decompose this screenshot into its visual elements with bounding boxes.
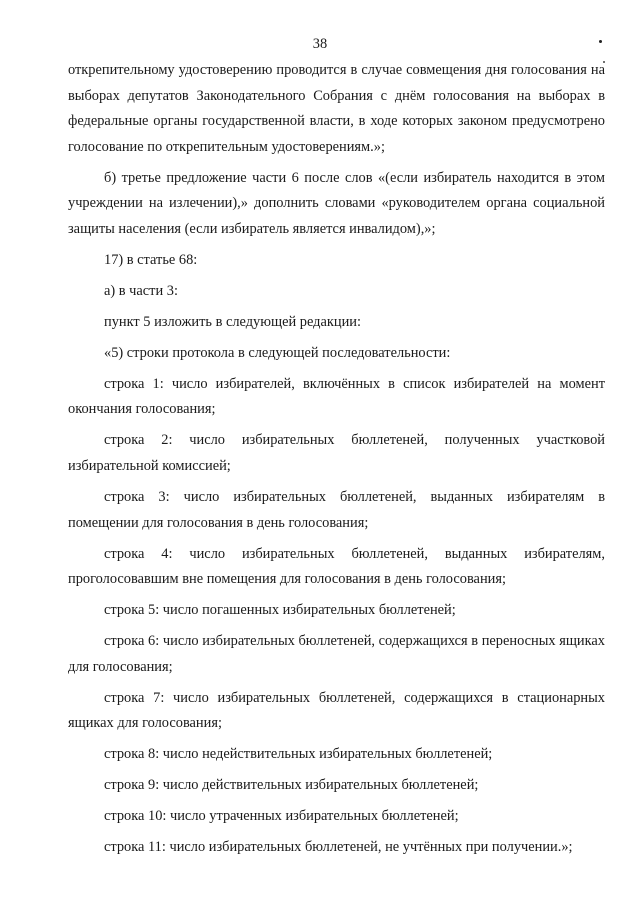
paragraph-item-a: а) в части 3: [104, 282, 178, 299]
protocol-line-11: строка 11: число избирательных бюллетеней, не учтённых при получении.»; [104, 839, 573, 856]
scan-mark [599, 40, 602, 43]
paragraph-amendment-b: б) третье предложение части 6 после слов «(если избиратель находится в этом учреждении на излечении),» дополнить словами «руководителем органа социальной защиты населения (если избиратель является инвалидом),»; [68, 169, 605, 237]
protocol-line-7: строка 7: число избирательных бюллетеней, содержащихся в стационарных ящиках для голосования; [68, 689, 605, 732]
protocol-line-4: строка 4: число избирательных бюллетеней, выданных избирателям, проголосовавшим вне помещения для голосования в день голосования; [68, 545, 605, 588]
paragraph-point-5: пункт 5 изложить в следующей редакции: [104, 313, 361, 330]
paragraph-protocol-lines: «5) строки протокола в следующей последовательности: [104, 344, 451, 361]
protocol-line-5: строка 5: число погашенных избирательных бюллетеней; [104, 602, 456, 619]
protocol-line-3: строка 3: число избирательных бюллетеней, выданных избирателям в помещении для голосования в день голосования; [68, 489, 605, 531]
page-number: 38 [312, 36, 328, 52]
protocol-line-1: строка 1: число избирателей, включённых в список избирателей на момент окончания голосования; [68, 375, 605, 418]
protocol-line-2: строка 2: число избирательных бюллетеней, полученных участковой избирательной комиссией; [68, 432, 605, 475]
protocol-line-10: строка 10: число утраченных избирательных бюллетеней; [104, 808, 459, 825]
document-body [68, 58, 605, 861]
protocol-line-9: строка 9: число действительных избирательных бюллетеней; [104, 777, 479, 794]
protocol-line-6: строка 6: число избирательных бюллетеней, содержащихся в переносных ящиках для голосования; [68, 633, 605, 675]
paragraph-item-17: 17) в статье 68: [104, 251, 198, 268]
protocol-line-8: строка 8: число недействительных избирательных бюллетеней; [104, 746, 493, 763]
paragraph-continuation: открепительному удостоверению проводится в случае совмещения дня голосования на выборах депутатов Законодательного Собрания с днём голосования на выборах в федеральные органы государственной власти, в ходе которых законом предусмотрено голосование по открепительным удостоверениям.»; [68, 62, 605, 155]
